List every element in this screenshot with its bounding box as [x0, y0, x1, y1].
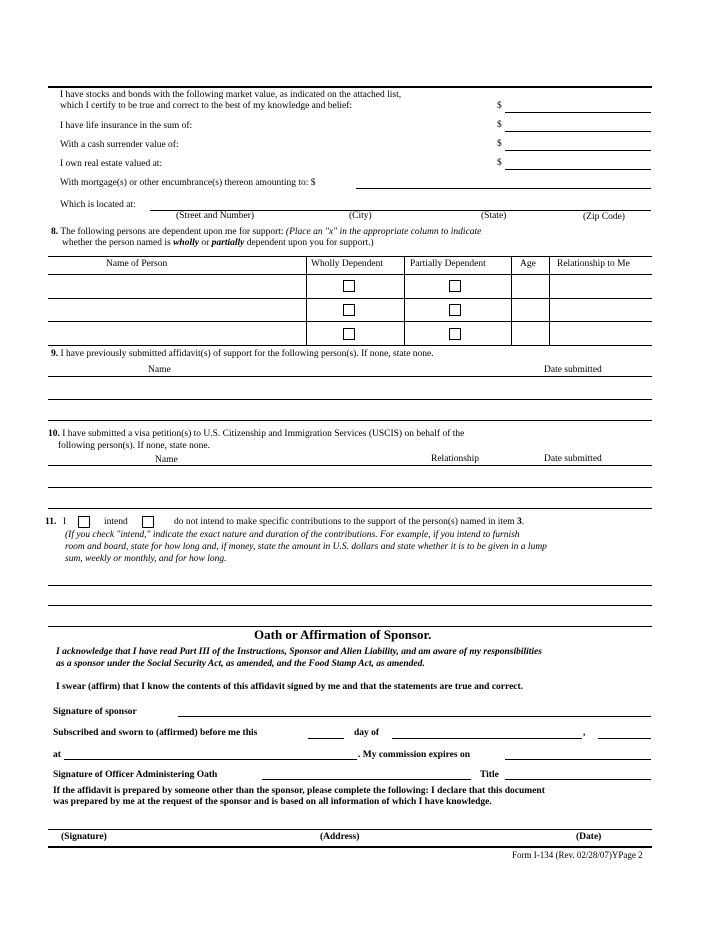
- commission-label: . My commission expires on: [358, 750, 470, 760]
- item11-line-1[interactable]: [48, 585, 652, 586]
- cash-surrender-label: With a cash surrender value of:: [60, 140, 179, 150]
- item9-line-2[interactable]: [48, 420, 652, 421]
- dependents-col-rule-4: [549, 256, 550, 345]
- item10-number: 10.: [48, 429, 60, 439]
- item9-header-rule: [48, 376, 652, 377]
- item11-intend-label: intend: [104, 517, 128, 527]
- real-estate-field[interactable]: [505, 169, 651, 170]
- officer-title-label: Title: [480, 770, 499, 780]
- real-estate-dollar: $: [497, 158, 502, 168]
- item11-i: I: [63, 517, 67, 527]
- at-label: at: [53, 750, 61, 760]
- form-footer: Form I-134 (Rev. 02/28/07)YPage 2: [512, 850, 643, 860]
- item10-line-1[interactable]: [48, 487, 652, 488]
- item11-line-2[interactable]: [48, 605, 652, 606]
- mortgage-label: With mortgage(s) or other encumbrance(s) thereon amounting to: $: [60, 178, 316, 188]
- city-caption: (City): [349, 211, 372, 221]
- item11-note-2: room and board, state for how long and, if money, state the amount in U.S. dollars and state whether it is to be given in a lump: [65, 542, 547, 552]
- item10-col-relationship: Relationship: [431, 454, 480, 464]
- street-caption: (Street and Number): [176, 211, 255, 221]
- item10-line-2[interactable]: [48, 508, 652, 509]
- cash-surrender-field[interactable]: [505, 150, 651, 151]
- at-location-field[interactable]: [64, 759, 357, 760]
- item11-item-ref: 3: [516, 517, 522, 527]
- stocks-text-1: I have stocks and bonds with the following market value, as indicated on the attached list,: [60, 90, 402, 100]
- wholly-checkbox-3[interactable]: [343, 328, 355, 340]
- col-partially-dependent: Partially Dependent: [410, 259, 486, 269]
- item11-note-3: sum, weekly or monthly, and for how long.: [65, 554, 227, 564]
- item10-header-rule: [48, 465, 652, 466]
- item8-number: 8.: [51, 227, 59, 237]
- dependents-table-top: [48, 256, 652, 257]
- real-estate-label: I own real estate valued at:: [60, 159, 163, 169]
- prepared-by-text-2: was prepared by me at the request of the sponsor and is based on all information of which I have knowledge.: [53, 797, 492, 807]
- item8-text-1: [51, 227, 481, 237]
- wholly-checkbox-2[interactable]: [343, 304, 355, 316]
- oath-ack-1: I acknowledge that I have read Part III of the Instructions, Sponsor and Alien Liability, and am aware of my responsibilities: [56, 647, 542, 657]
- item8-text-2b: dependent upon you for support.): [246, 238, 374, 248]
- oath-title: Oath or Affirmation of Sponsor.: [254, 627, 432, 642]
- cash-surrender-dollar: $: [497, 139, 502, 149]
- item9-number: 9.: [51, 349, 59, 359]
- item11-not-intend-label: [174, 517, 524, 527]
- dependents-col-rule-1: [306, 256, 307, 345]
- preparer-top-rule[interactable]: [48, 829, 652, 830]
- officer-signature-label: Signature of Officer Administering Oath: [53, 770, 218, 780]
- dependents-table-header-rule: [48, 274, 652, 275]
- dependents-col-rule-2: [404, 256, 405, 345]
- col-wholly-dependent: Wholly Dependent: [311, 259, 384, 269]
- dependents-row-rule-1: [48, 298, 652, 299]
- stocks-value-field[interactable]: [505, 112, 651, 113]
- subscribed-comma: ,: [583, 728, 586, 738]
- partially-checkbox-3[interactable]: [449, 328, 461, 340]
- top-rule: [48, 86, 652, 88]
- signature-sponsor-field[interactable]: [178, 716, 651, 717]
- not-intend-checkbox[interactable]: [142, 516, 154, 528]
- item8-text-2a: whether the person named is: [62, 238, 171, 248]
- item9-body: I have previously submitted affidavit(s) of support for the following person(s). If none, state none.: [60, 349, 434, 359]
- dependents-row-rule-3: [48, 345, 652, 346]
- item11-note-1: (If you check "intend," indicate the exact nature and duration of the contributions. For example, if you intend to furnish: [65, 530, 520, 540]
- wholly-checkbox-1[interactable]: [343, 280, 355, 292]
- item9-text: [51, 349, 434, 359]
- item11-number: 11.: [45, 517, 57, 527]
- dependents-row-rule-2: [48, 321, 652, 322]
- item10-text-2: following person(s). If none, state none.: [58, 441, 210, 451]
- preparer-address-caption: (Address): [320, 832, 360, 842]
- commission-expires-field[interactable]: [505, 759, 651, 760]
- signature-sponsor-label: Signature of sponsor: [53, 707, 137, 717]
- col-name-of-person: Name of Person: [106, 259, 168, 269]
- subscribed-month-field[interactable]: [392, 738, 582, 739]
- item10-body-1: I have submitted a visa petition(s) to U.S. Citizenship and Immigration Services (USCIS) on behalf of the: [62, 429, 465, 439]
- officer-signature-field[interactable]: [262, 779, 471, 780]
- item11-period: .: [521, 517, 525, 527]
- partially-checkbox-1[interactable]: [449, 280, 461, 292]
- prepared-by-text-1: If the affidavit is prepared by someone other than the sponsor, please complete the following: I declare that this document: [53, 786, 545, 796]
- oath-swear: I swear (affirm) that I know the contents of this affidavit signed by me and that the statements are true and correct.: [56, 682, 524, 692]
- item9-line-1[interactable]: [48, 399, 652, 400]
- subscribed-day-field[interactable]: [308, 738, 344, 739]
- item8-text-1a: The following persons are dependent upon me for support:: [60, 227, 284, 237]
- item10-col-name: Name: [155, 455, 178, 465]
- stocks-text-2: which I certify to be true and correct to the best of my knowledge and belief:: [60, 101, 353, 111]
- mortgage-field[interactable]: [356, 188, 651, 189]
- item11-not-intend-text: do not intend to make specific contributions to the support of the person(s) named in item: [174, 517, 515, 527]
- oath-ack-2: as a sponsor under the Social Security Act, as amended, and the Food Stamp Act, as amended.: [56, 659, 425, 669]
- life-insurance-dollar: $: [497, 120, 502, 130]
- partially-checkbox-2[interactable]: [449, 304, 461, 316]
- life-insurance-field[interactable]: [505, 131, 651, 132]
- bottom-rule: [48, 846, 652, 848]
- officer-title-field[interactable]: [505, 779, 651, 780]
- state-caption: (State): [481, 211, 507, 221]
- zip-caption: (Zip Code): [583, 212, 625, 222]
- located-at-label: Which is located at:: [60, 200, 136, 210]
- preparer-signature-caption: (Signature): [61, 832, 107, 842]
- item10-text-1: [48, 429, 464, 439]
- col-age: Age: [520, 259, 536, 269]
- intend-checkbox[interactable]: [78, 516, 90, 528]
- subscribed-label: Subscribed and sworn to (affirmed) before me this: [53, 728, 258, 738]
- life-insurance-label: I have life insurance in the sum of:: [60, 121, 193, 131]
- item8-text-1b: (Place an "x" in the appropriate column to indicate: [285, 227, 482, 237]
- subscribed-year-field[interactable]: [598, 738, 651, 739]
- item10-col-date: Date submitted: [544, 454, 602, 464]
- item8-or: or: [201, 238, 210, 248]
- dependents-col-rule-3: [511, 256, 512, 345]
- item8-text-2: [62, 238, 374, 248]
- item8-partially: partially: [211, 238, 245, 248]
- item9-col-date: Date submitted: [544, 365, 602, 375]
- col-relationship: Relationship to Me: [557, 259, 630, 269]
- item9-col-name: Name: [148, 365, 171, 375]
- item8-wholly: wholly: [173, 238, 199, 248]
- stocks-dollar: $: [497, 101, 502, 111]
- day-of-label: day of: [354, 728, 380, 738]
- preparer-date-caption: (Date): [576, 832, 602, 842]
